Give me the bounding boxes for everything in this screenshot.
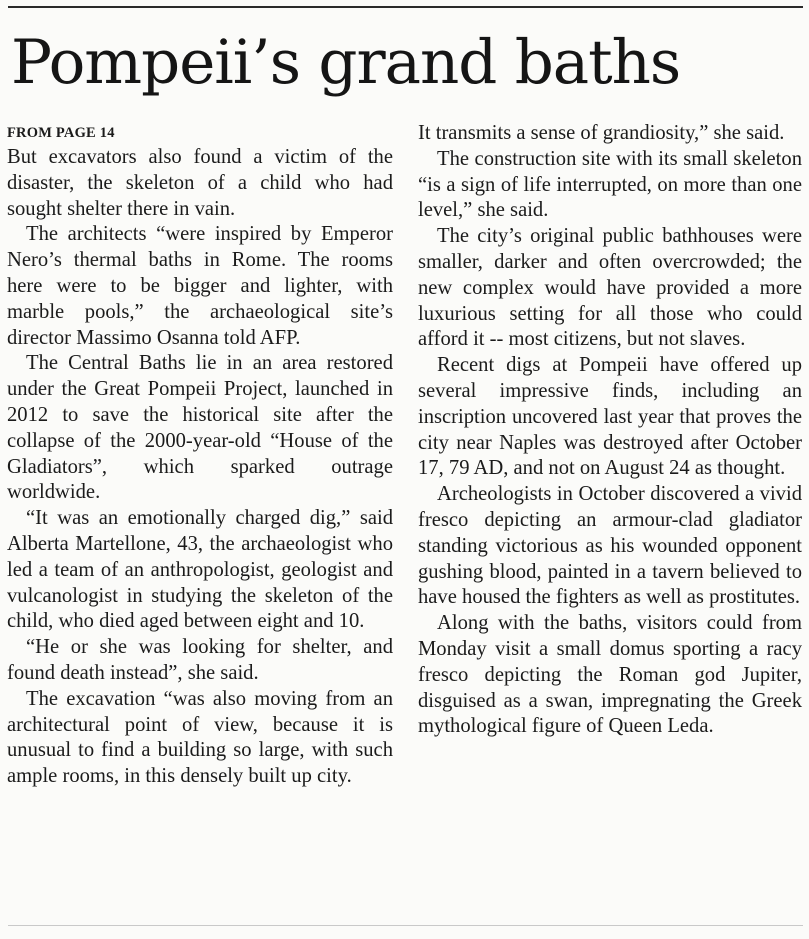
article-column-right: [418, 120, 802, 740]
top-rule: [8, 6, 803, 8]
paragraph: It transmits a sense of grandiosity,” she said.: [418, 122, 785, 144]
paragraph: Recent digs at Pompeii have offered up several impressive finds, including an inscription uncovered last year that proves the city near Naples was destroyed after October 17, 79 AD, and not on August 24 as thought.: [418, 354, 802, 480]
paragraph: “He or she was looking for shelter, and found death instead”, she said.: [7, 636, 393, 684]
paragraph: The architects “were inspired by Emperor Nero’s thermal baths in Rome. The rooms here were to be bigger and lighter, with marble pools,” the archaeological site’s director Massimo Osanna told AFP.: [7, 223, 393, 349]
paragraph: Archeologists in October discovered a vivid fresco depicting an armour-clad gladiator standing victorious as his wounded opponent gushing blood, painted in a tavern believed to have housed the fighters as well as prostitutes.: [418, 483, 802, 609]
paragraph: The Central Baths lie in an area restored under the Great Pompeii Project, launched in 2012 to save the historical site after the collapse of the 2000-year-old “House of the Gladiators”, which sparked outrage worldwide.: [7, 352, 393, 504]
paragraph: The city’s original public bathhouses were smaller, darker and often overcrowded; the new complex would have provided a more luxurious setting for all those who could afford it -- most citizens, but not slaves.: [418, 225, 802, 351]
article-column-left: [7, 120, 393, 790]
paragraph: The construction site with its small skeleton “is a sign of life interrupted, on more than one level,” she said.: [418, 147, 802, 222]
paragraph: “It was an emotionally charged dig,” said Alberta Martellone, 43, the archaeologist who led a team of an anthropologist, geologist and vulcanologist in studying the skeleton of the child, who died aged between eight and 10.: [7, 507, 393, 633]
headline: Pompeii’s grand baths: [11, 27, 681, 98]
bottom-rule: [8, 925, 803, 926]
paragraph: Along with the baths, visitors could from Monday visit a small domus sporting a racy fresco depicting the Roman god Jupiter, disguised as a swan, impregnating the Greek mythological figure of Queen Leda.: [418, 612, 802, 738]
paragraph: But excavators also found a victim of the disaster, the skeleton of a child who had sought shelter there in vain.: [7, 146, 393, 220]
paragraph: The excavation “was also moving from an architectural point of view, because it is unusual to find a building so large, with such ample rooms, in this densely built up city.: [7, 687, 393, 788]
continuation-kicker: FROM PAGE 14: [7, 125, 115, 141]
